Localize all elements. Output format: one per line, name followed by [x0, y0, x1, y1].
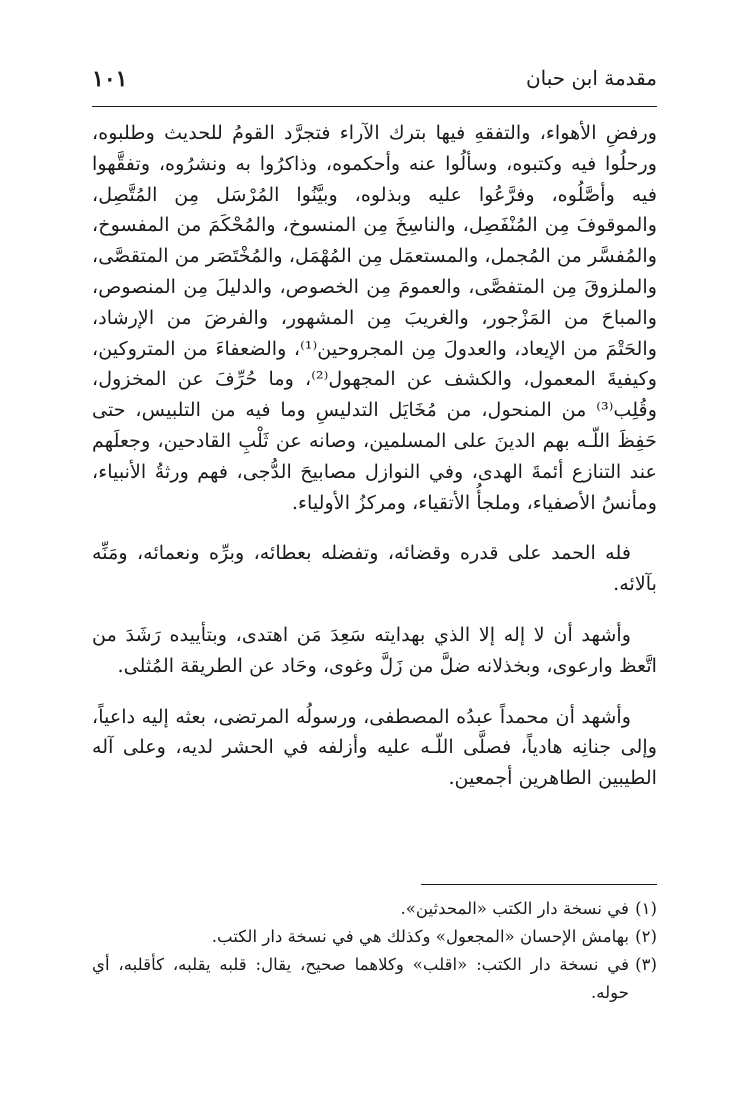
footnote-number: (٣)	[635, 955, 657, 974]
footnote-number: (٢)	[635, 927, 657, 946]
main-text	[92, 118, 657, 814]
footnote	[92, 895, 657, 923]
footnotes	[92, 895, 657, 1007]
footnote-number: (١)	[635, 899, 657, 918]
running-head: مقدمة ابن حبان	[525, 66, 657, 90]
footnote-text: بهامش الإحسان «المجعول» وكذلك هي في نسخة دار الكتب.	[211, 927, 629, 946]
paragraph: وأشهد أن محمداً عبدُه المصطفى، ورسولُه المرتضى، بعثه إليه داعياً، وإلى جنانِه هادياً، فصلَّى اللّـه عليه وأزلفه في الحشر لديه، وعلى آله الطيبين الطاهرين أجمعين.	[92, 704, 657, 790]
footnote-text: في نسخة دار الكتب: «اقلب» وكلاهما صحيح، يقال: قلبه يقلبه، كأقلبه، أي حوله.	[92, 955, 629, 1002]
paragraph: ورفضِ الأهواء، والتفقهِ فيها بترك الآراء فتجرَّد القومُ للحديث وطلبوه، ورحلُوا فيه وكتبوه، وسألُوا عنه وأحكموه، وذاكرُوا به ونشرُوه، وتفقَّهوا فيه وأصَّلُوه، وفرَّعُوا عليه وبذلوه، وبيَّنُوا المُرْسَل مِن المُتَّصِل، والموقوفَ مِن المُنْفَصِل، والناسِخَ مِن المنسوخ، والمُحْكَمَ من المفسوخ، والمُفسَّر من المُجمل، والمستعمَل مِن المُهْمَل، والمُخْتَصَر من المتقصَّى، والملزوقَ مِن المتفصَّى، والعمومَ مِن الخصوص، والدليلَ مِن المنصوص، والمباحَ من المَزْجور، والغريبَ مِن المشهور، والفرضَ من الإرشاد، والحَتْمَ من الإيعاد، والعدولَ مِن المجروحين⁽¹⁾، والضعفاءَ من المتروكين، وكيفيةَ المعمول، والكشف عن المجهول⁽²⁾، وما حُرِّفَ عن المخزول، وقُلِب⁽³⁾ من المنحول، من مُخَايَل التدليسِ وما فيه من التلبيس، حتى حَفِظَ اللّـه بهم الدينَ على المسلمين، وصانه عن ثَلْبِ القادحين، وجعلَهم عند التنازع أئمةَ الهدى، وفي النوازل مصابيحَ الدُّجى، فهم ورثةُ الأنبياء، ومأنسُ الأصفياء، وملجأُ الأتقياء، ومركزُ الأولياء.	[92, 121, 657, 514]
page-number: ١٠١	[92, 66, 128, 92]
footnote-text: في نسخة دار الكتب «المحدثين».	[400, 899, 629, 918]
page-header	[92, 62, 657, 107]
footnote	[92, 951, 657, 1007]
footnote	[92, 923, 657, 951]
footnote-divider	[421, 884, 657, 885]
paragraph: فله الحمد على قدره وقضائه، وتفضله بعطائه، وبرِّه ونعمائه، ومَنِّه بآلائه.	[92, 541, 657, 596]
paragraph: وأشهد أن لا إله إلا الذي بهدايته سَعِدَ مَن اهتدى، وبتأييده رَشَدَ من اتَّعظ وارعوى، وبخذلانه ضلَّ من زَلَّ وغوى، وحَاد عن الطريقة المُثلى.	[92, 622, 657, 677]
